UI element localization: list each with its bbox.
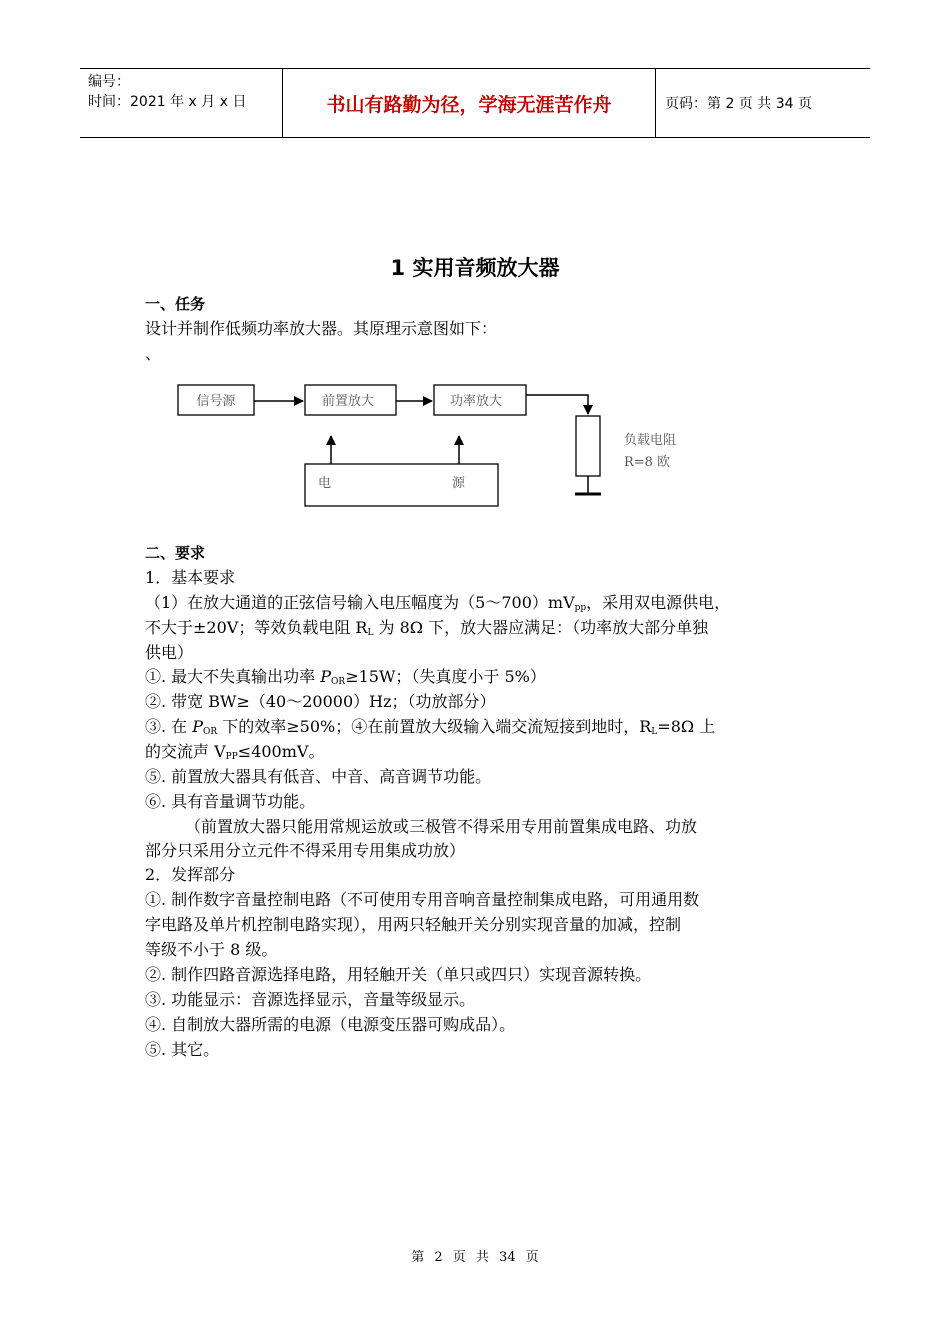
load-value: R=8 欧 <box>624 455 671 470</box>
block-diagram <box>0 0 950 540</box>
power-supply-box <box>305 464 498 506</box>
power-supply-label-right: 源 <box>452 476 466 491</box>
requirements-heading: 二、要求 <box>145 544 206 562</box>
item-1: ①. 最大不失真输出功率 $P_{OR}\ge 15W$；（失真度小于 5%） <box>145 667 546 687</box>
item-5: ⑤. 前置放大器具有低音、中音、高音调节功能。 <box>145 767 492 786</box>
extra-1-c: 等级不小于 8 级。 <box>145 940 278 959</box>
item-3-a: ③. 在 $P_{OR}$ 下的效率≥50%；④在前置放大级输入端交流短接到地时，$R_L=8\Omega$ 上 <box>145 717 716 737</box>
extra-1-b: 字电路及单片机控制电路实现），用两只轻触开关分别实现音量的加减，控制 <box>145 915 682 934</box>
extra-1-a: ①. 制作数字音量控制电路（不可使用专用音响音量控制集成电路，可用通用数 <box>145 890 700 909</box>
item-6: ⑥. 具有音量调节功能。 <box>145 792 316 811</box>
item-2: ②. 带宽 BW≥（40～20000）Hz；（功放部分） <box>145 692 496 711</box>
header-motto: 书山有路勤为径，学海无涯苦作舟 <box>282 69 656 137</box>
load-resistor <box>576 416 600 476</box>
time-label: 时间：2021 年 x 月 x 日 <box>88 94 247 110</box>
note-line-b: 部分只采用分立元件不得采用专用集成功放） <box>145 841 466 860</box>
signal-source-label: 信号源 <box>196 394 236 409</box>
header-page-info: 页码：第 2 页 共 34 页 <box>665 96 812 112</box>
load-label: 负载电阻 <box>624 433 677 448</box>
task-heading: 一、任务 <box>145 295 206 313</box>
req1-line-b: 不大于±20V；等效负载电阻 $R_L$ 为 8Ω 下，放大器应满足：（功率放大部分单独 <box>145 618 709 638</box>
extra-5: ⑤. 其它。 <box>145 1040 220 1059</box>
req1-line-c: 供电） <box>145 643 194 662</box>
page-footer: 第 2 页 共 34 页 <box>411 1250 539 1265</box>
poweramp-label: 功率放大 <box>449 394 503 409</box>
req1-line-a: （1）在放大通道的正弦信号输入电压幅度为$(5\sim 700)mV_{pp}$，采用双电源供电， <box>145 593 731 613</box>
output-wire <box>526 395 588 414</box>
power-supply-label-left: 电 <box>318 476 332 491</box>
basic-heading: 1．基本要求 <box>145 568 236 587</box>
document-title: 1 实用音频放大器 <box>390 256 560 280</box>
number-label: 编号： <box>88 74 130 90</box>
extra-2: ②. 制作四路音源选择电路，用轻触开关（单只或四只）实现音源转换。 <box>145 965 652 984</box>
preamp-label: 前置放大 <box>321 394 375 409</box>
task-text: 设计并制作低频功率放大器。其原理示意图如下： <box>145 319 498 338</box>
extra-4: ④. 自制放大器所需的电源（电源变压器可购成品）。 <box>145 1015 516 1034</box>
note-line-a: （前置放大器只能用常规运放或三极管不得采用专用前置集成电路、功放 <box>185 817 698 836</box>
item-3-b: 的交流声 $V_{PP}\le 400mV$。 <box>145 742 325 762</box>
task-mark: 、 <box>145 344 162 363</box>
extra-3: ③. 功能显示：音源选择显示，音量等级显示。 <box>145 990 476 1009</box>
extra-heading: 2．发挥部分 <box>145 865 236 884</box>
